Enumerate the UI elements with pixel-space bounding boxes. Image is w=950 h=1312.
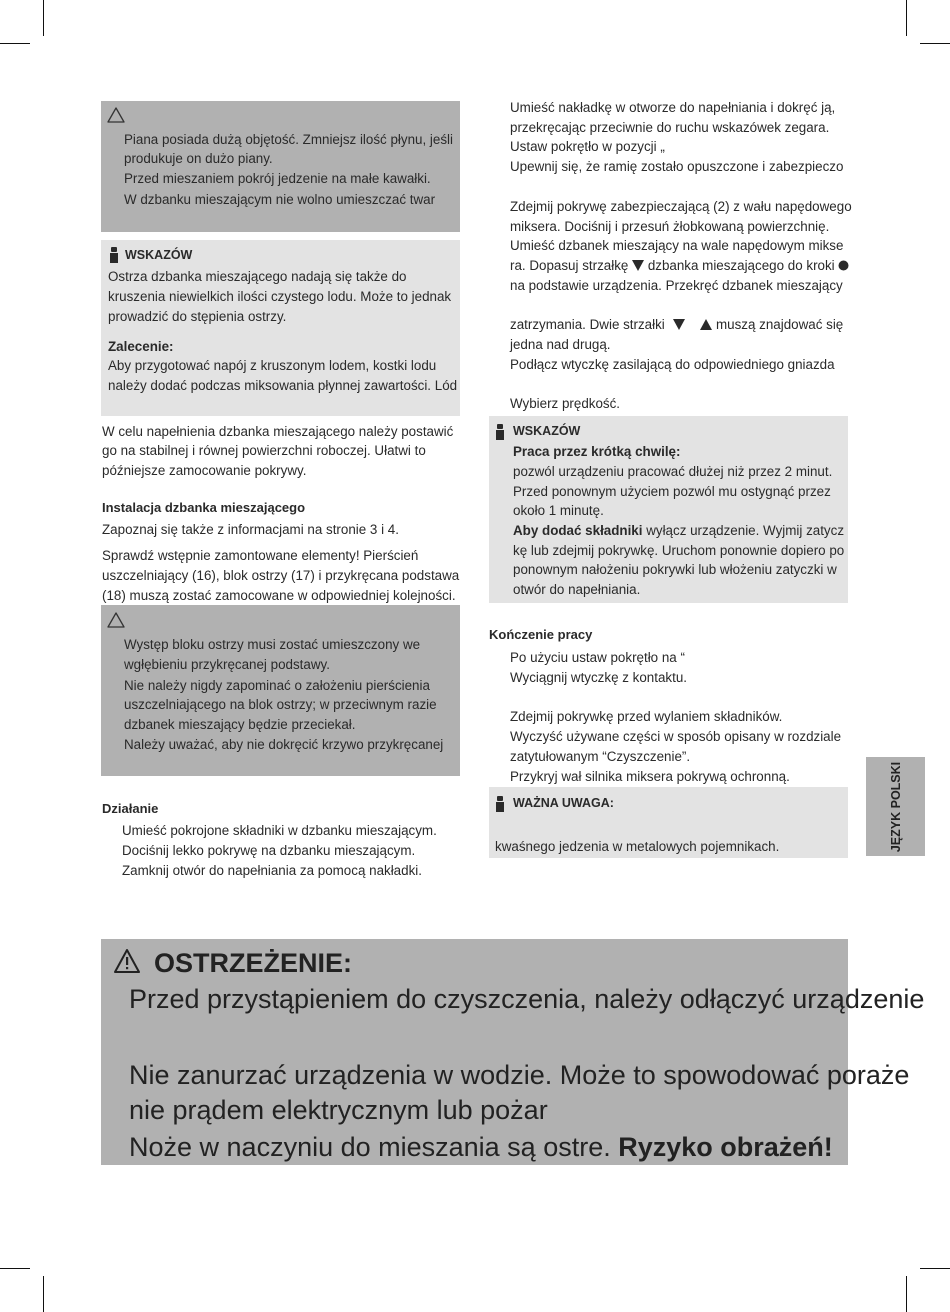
- recommendation-text: należy dodać podczas miksowania płynnej zawartości. Lód: [108, 378, 458, 393]
- body-text: Zapoznaj się także z informacjami na stronie 3 i 4.: [102, 522, 399, 537]
- crop-mark: [43, 1276, 44, 1312]
- section-heading: Instalacja dzbanka mieszającego: [102, 500, 306, 515]
- tip-text: pozwól urządzeniu pracować dłużej niż przez 2 minut.: [513, 464, 833, 479]
- warning-text: Nie zanurzać urządzenia w wodzie. Może to spowodować poraże: [129, 1060, 910, 1090]
- caution-text: wgłębieniu przykręcanej podstawy.: [124, 657, 330, 672]
- body-text: na podstawie urządzenia. Przekręć dzbanek mieszający: [510, 278, 843, 293]
- body-text: W celu napełnienia dzbanka mieszającego należy postawić: [102, 424, 454, 439]
- caution-text: dzbanek mieszający będzie przeciekał.: [124, 717, 356, 732]
- body-text: Umieść pokrojone składniki w dzbanku mieszającym.: [122, 823, 437, 838]
- tip-text: [513, 521, 844, 540]
- caution-text: uszczelniającego na blok ostrzy; w przeciwnym razie: [124, 697, 437, 712]
- warning-text-part: Noże w naczyniu do mieszania są ostre.: [129, 1132, 619, 1162]
- warning-triangle-icon: [113, 948, 141, 974]
- body-text: (18) muszą zostać zamocowane w odpowiedniej kolejności.: [102, 588, 456, 603]
- tip-text: otwór do napełniania.: [513, 582, 641, 597]
- section-heading: Działanie: [102, 801, 159, 816]
- tip-text: kę lub zdejmij pokrywkę. Uruchom ponownie dopiero po: [513, 543, 845, 558]
- warning-emphasis: Ryzyko obrażeń!: [618, 1132, 833, 1162]
- recommendation-text: Aby przygotować napój z kruszonym lodem, kostki lodu: [108, 358, 437, 373]
- arrow-up-icon: [700, 319, 712, 330]
- warning-text: [129, 1129, 833, 1165]
- warning-title: OSTRZEŻENIE:: [154, 948, 353, 978]
- caution-box: [101, 605, 460, 776]
- body-text-part: muszą znajdować się: [715, 317, 844, 332]
- caution-text: produkuje on dużo piany.: [124, 151, 273, 166]
- arrow-down-icon: [632, 260, 644, 271]
- recommendation-heading: Zalecenie:: [108, 339, 174, 354]
- warning-text: Przed przystąpieniem do czyszczenia, należy odłączyć urządzenie: [129, 984, 925, 1014]
- tip-box: [489, 416, 848, 603]
- language-tab-label: JĘZYK POLSKI: [888, 761, 903, 852]
- section-heading: Kończenie pracy: [489, 627, 593, 642]
- important-text: kwaśnego jedzenia w metalowych pojemnikach.: [495, 839, 780, 854]
- crop-mark: [43, 0, 44, 36]
- tip-text: Ostrza dzbanka mieszającego nadają się także do: [108, 269, 407, 284]
- crop-mark: [906, 1276, 907, 1312]
- tip-text-part: wyłącz urządzenie. Wyjmij zatycz: [642, 523, 845, 538]
- info-icon: [496, 796, 504, 812]
- body-text: Zamknij otwór do napełniania za pomocą nakładki.: [122, 863, 422, 878]
- info-icon: [496, 424, 504, 440]
- body-text: Zdejmij pokrywkę przed wylaniem składników.: [510, 709, 783, 724]
- warning-triangle-icon: [107, 612, 125, 628]
- body-text: go na stabilnej i równej powierzchni roboczej. Ułatwi to: [102, 443, 426, 458]
- warning-box: [101, 939, 925, 1165]
- body-text: przekręcając przeciwnie do ruchu wskazówek zegara.: [510, 120, 830, 135]
- body-text: zatytułowanym “Czyszczenie”.: [510, 749, 691, 764]
- tip-text: Przed ponownym użyciem pozwól mu ostygnąć przez: [513, 484, 831, 499]
- body-text: [510, 256, 849, 275]
- tip-heading: WSKAZÓW: [513, 424, 581, 438]
- body-text: miksera. Dociśnij i przesuń żłobkowaną powierzchnię.: [510, 219, 830, 234]
- arrow-down-icon: [673, 319, 685, 330]
- dot-marker-icon: [838, 260, 849, 271]
- warning-triangle-icon: [107, 107, 125, 123]
- crop-mark: [0, 43, 30, 44]
- tip-box: [101, 240, 460, 416]
- body-text: Sprawdź wstępnie zamontowane elementy! Pierścień: [102, 548, 419, 563]
- crop-mark: [920, 43, 950, 44]
- caution-text: W dzbanku mieszającym nie wolno umieszczać twar: [124, 192, 436, 207]
- body-text: Podłącz wtyczkę zasilającą do odpowiedniego gniazda: [510, 357, 835, 372]
- important-box: [489, 787, 848, 858]
- tip-bold-text: Aby dodać składniki: [513, 523, 643, 538]
- body-text: uszczelniający (16), blok ostrzy (17) i przykręcana podstawa: [102, 568, 460, 583]
- body-text: [510, 315, 843, 334]
- tip-text: około 1 minutę.: [513, 503, 604, 518]
- body-text: jedna nad drugą.: [510, 337, 611, 352]
- body-text: Ustaw pokrętło w pozycji „: [510, 139, 665, 154]
- body-text: Wybierz prędkość.: [510, 396, 621, 411]
- caution-text: Występ bloku ostrzy musi zostać umieszczony we: [124, 637, 421, 652]
- caution-text: Należy uważać, aby nie dokręcić krzywo przykręcanej: [124, 737, 444, 752]
- body-text: późniejsze zamocowanie pokrywy.: [102, 463, 307, 478]
- body-text: Umieść dzbanek mieszający na wale napędowym mikse: [510, 238, 844, 253]
- tip-text: prowadzić do stępienia ostrzy.: [108, 309, 287, 324]
- caution-text: Przed mieszaniem pokrój jedzenie na małe kawałki.: [124, 171, 431, 186]
- warning-text: nie prądem elektrycznym lub pożar: [129, 1095, 548, 1125]
- info-icon: [110, 247, 118, 263]
- tip-subheading: Praca przez krótką chwilę:: [513, 444, 681, 459]
- tip-heading: WSKAZÓW: [125, 248, 193, 262]
- body-text: Przykryj wał silnika miksera pokrywą ochronną.: [510, 769, 790, 784]
- body-text: Wyczyść używane części w sposób opisany w rozdziale: [510, 729, 842, 744]
- important-heading: WAŻNA UWAGA:: [513, 796, 614, 810]
- tip-text: kruszenia niewielkich ilości czystego lodu. Może to jednak: [108, 289, 452, 304]
- body-text-part: ra. Dopasuj strzałkę: [510, 258, 629, 273]
- caution-text: Piana posiada dużą objętość. Zmniejsz ilość płynu, jeśli: [124, 132, 453, 147]
- body-text: Upewnij się, że ramię zostało opuszczone i zabezpieczo: [510, 159, 844, 174]
- crop-mark: [0, 1268, 30, 1269]
- body-text-part: zatrzymania. Dwie strzałki: [510, 317, 665, 332]
- body-text: Umieść nakładkę w otworze do napełniania i dokręć ją,: [510, 100, 836, 115]
- tip-text: ponownym nałożeniu pokrywki lub włożeniu zatyczki w: [513, 562, 837, 577]
- body-text: Wyciągnij wtyczkę z kontaktu.: [510, 670, 687, 685]
- language-tab: [866, 757, 925, 856]
- body-text: Zdejmij pokrywę zabezpieczającą (2) z wału napędowego: [510, 199, 852, 214]
- body-text: Po użyciu ustaw pokrętło na “: [510, 650, 685, 665]
- body-text-part: dzbanka mieszającego do kroki: [647, 258, 835, 273]
- body-text: Dociśnij lekko pokrywę na dzbanku mieszającym.: [122, 843, 416, 858]
- caution-text: Nie należy nigdy zapominać o założeniu pierścienia: [124, 678, 430, 693]
- caution-box: [101, 101, 460, 232]
- crop-mark: [920, 1268, 950, 1269]
- crop-mark: [906, 0, 907, 36]
